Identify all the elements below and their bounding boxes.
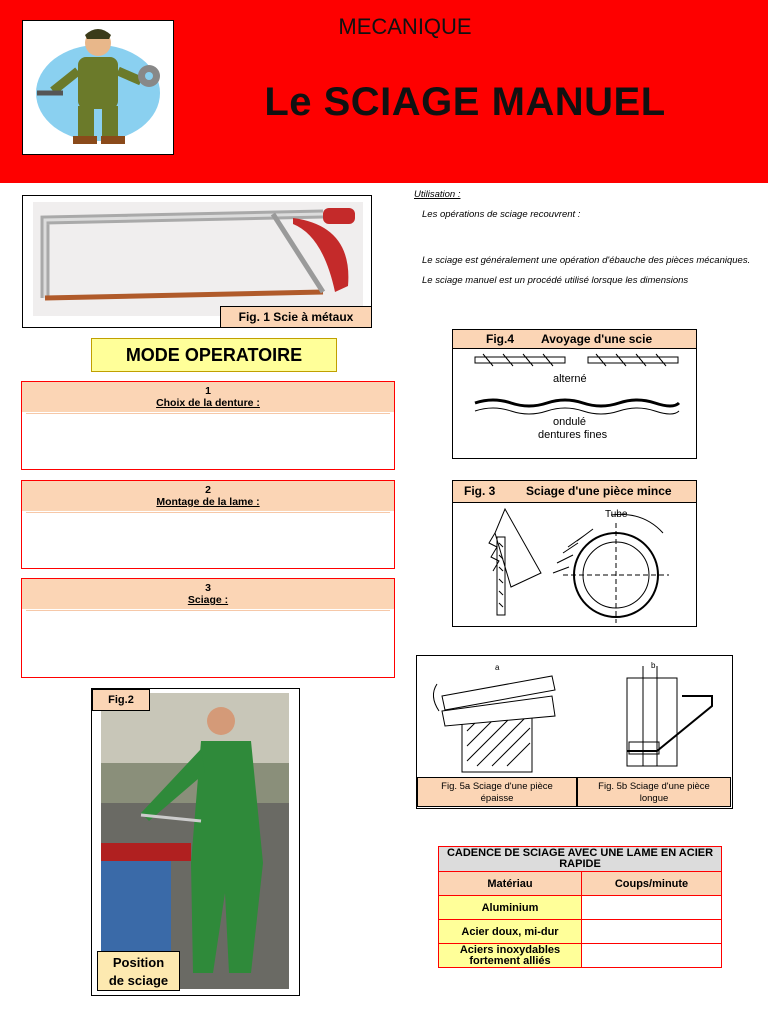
mechanic-illustration — [22, 20, 174, 155]
usage-paragraph-1: Les opérations de sciage recouvrent : — [422, 209, 581, 220]
step-3-number: 3 — [205, 582, 211, 594]
fig5-letter-b: b — [651, 661, 656, 670]
step-3-title: Sciage : — [187, 594, 229, 606]
fig1-frame — [22, 195, 372, 328]
step-1-header — [22, 382, 394, 412]
table-row — [439, 944, 722, 968]
sawing-position-photo — [101, 693, 289, 989]
usage-section — [414, 189, 754, 287]
fig2-label: Fig.2 — [92, 689, 150, 711]
thin-part-diagram — [453, 503, 696, 625]
step-3-box — [21, 578, 395, 678]
step-3-header — [22, 579, 394, 609]
fig2-frame — [91, 688, 300, 996]
usage-paragraph-3: Le sciage manuel est un procédé utilisé lorsque les dimensions — [422, 275, 689, 286]
fig4-label: Fig.4 — [486, 332, 515, 346]
column-header-material: Matériau — [439, 872, 582, 896]
step-2-title: Montage de la lame : — [156, 496, 260, 508]
fig4-title: Avoyage d'une scie — [541, 332, 653, 346]
step-1-box — [21, 381, 395, 470]
rate-cell[interactable] — [582, 920, 722, 944]
fig3-label: Fig. 3 — [464, 484, 496, 498]
fig5a-caption-line1: Fig. 5a Sciage d'une pièce — [441, 781, 553, 792]
fig3-title: Sciage d'une pièce mince — [526, 484, 672, 498]
cadence-table — [438, 846, 722, 968]
table-row — [439, 920, 722, 944]
material-cell: Acier doux, mi-dur — [439, 920, 582, 944]
fig5-letter-a: a — [495, 663, 500, 672]
fig5b-caption — [577, 777, 731, 807]
rate-cell[interactable] — [582, 896, 722, 920]
fig5b-caption-line2: longue — [639, 793, 669, 804]
fig5-diagrams — [417, 656, 732, 778]
step-2-answer-area[interactable] — [26, 512, 390, 564]
fig5-frame — [416, 655, 733, 809]
fig3-tube-label: Tube — [605, 509, 628, 520]
fig4-header — [453, 330, 696, 349]
step-1-title: Choix de la denture : — [156, 397, 260, 409]
fig5b-caption-line1: Fig. 5b Sciage d'une pièce — [598, 781, 710, 792]
step-1-number: 1 — [205, 385, 211, 397]
fig2-caption — [97, 951, 180, 991]
fig4-dentures-label: dentures fines — [538, 429, 608, 441]
step-1-answer-area[interactable] — [26, 413, 390, 465]
fig3-header — [453, 481, 696, 503]
fig5a-caption — [417, 777, 577, 807]
step-3-answer-area[interactable] — [26, 610, 390, 673]
step-2-number: 2 — [205, 484, 211, 496]
cadence-title: CADENCE DE SCIAGE AVEC UNE LAME EN ACIER RAPIDE — [439, 847, 722, 872]
column-header-rate: Coups/minute — [582, 872, 722, 896]
fig4-ondule-label: ondulé — [553, 416, 587, 428]
mode-operatoire-title: MODE OPERATOIRE — [91, 338, 337, 372]
tooth-set-diagram — [453, 349, 696, 457]
fig4-alterne-label: alterné — [553, 373, 587, 385]
rate-cell[interactable] — [582, 944, 722, 968]
fig2-caption-line2: de sciage — [108, 973, 169, 988]
step-2-header — [22, 481, 394, 511]
fig3-frame — [452, 480, 697, 627]
fig4-frame — [452, 329, 697, 459]
subject-title: MECANIQUE — [338, 14, 472, 39]
step-2-box — [21, 480, 395, 569]
fig2-caption-line1: Position — [112, 955, 165, 970]
usage-heading: Utilisation : — [414, 189, 461, 200]
fig1-caption: Fig. 1 Scie à métaux — [220, 306, 372, 328]
page-title: Le SCIAGE MANUEL — [264, 80, 666, 124]
usage-paragraph-2: Le sciage est généralement une opération d'ébauche des pièces mécaniques. — [422, 255, 751, 266]
fig5a-caption-line2: épaisse — [480, 793, 514, 804]
material-cell: Aciers inoxydables fortement alliés — [439, 944, 582, 968]
material-cell: Aluminium — [439, 896, 582, 920]
table-row — [439, 896, 722, 920]
